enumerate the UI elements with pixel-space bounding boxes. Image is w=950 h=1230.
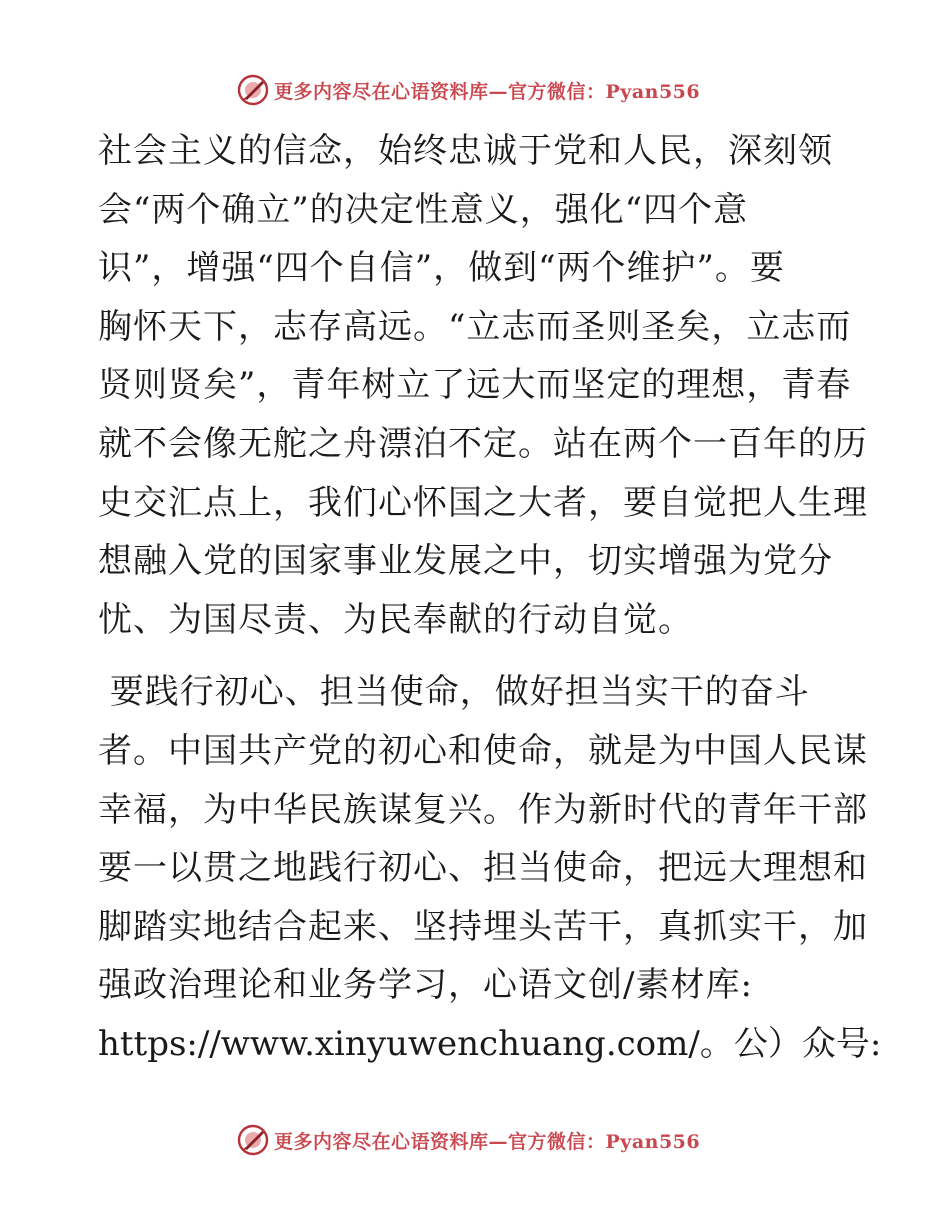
- header-banner: [236, 72, 700, 108]
- brand-logo-icon: [236, 1123, 270, 1157]
- url-text-line: https://www.xinyuwenchuang.com/。公）众号:: [98, 1023, 882, 1064]
- text-line: 脚踏实地结合起来、坚持埋头苦干，真抓实干，加: [98, 906, 868, 947]
- text-line: 胸怀天下，志存高远。“立志而圣则圣矣，立志而: [98, 306, 852, 347]
- paragraph: [98, 663, 882, 1073]
- text-line: 史交汇点上，我们心怀国之大者，要自觉把人生理: [98, 482, 868, 523]
- text-line: 幸福，为中华民族谋复兴。作为新时代的青年干部: [98, 789, 868, 830]
- text-line: 想融入党的国家事业发展之中，切实增强为党分: [98, 541, 833, 582]
- paragraph: [98, 122, 868, 649]
- text-line: 要践行初心、担当使命，做好担当实干的奋斗: [98, 672, 810, 713]
- text-line: 就不会像无舵之舟漂泊不定。站在两个一百年的历: [98, 423, 868, 464]
- text-line: 忧、为国尽责、为民奉献的行动自觉。: [98, 599, 693, 640]
- footer-banner-text: 更多内容尽在心语资料库—官方微信：Pyan556: [274, 1130, 701, 1153]
- document-body: [98, 122, 882, 1074]
- header-banner-text: 更多内容尽在心语资料库—官方微信：Pyan556: [274, 80, 701, 103]
- brand-logo-icon: [236, 73, 270, 107]
- text-line: 要一以贯之地践行初心、担当使命，把远大理想和: [98, 848, 868, 889]
- text-line: 会“两个确立”的决定性意义，强化“四个意: [98, 189, 749, 230]
- text-line: 强政治理论和业务学习，心语文创/素材库:: [98, 965, 753, 1006]
- text-line: 识”，增强“四个自信”，做到“两个维护”。要: [98, 248, 785, 289]
- paragraph-spacer: [98, 649, 858, 663]
- text-line: 社会主义的信念，始终忠诚于党和人民，深刻领: [98, 131, 833, 171]
- text-line: 贤则贤矣”，青年树立了远大而坚定的理想，青春: [98, 365, 852, 406]
- text-line: 者。中国共产党的初心和使命，就是为中国人民谋: [98, 730, 868, 771]
- footer-banner: [236, 1122, 700, 1158]
